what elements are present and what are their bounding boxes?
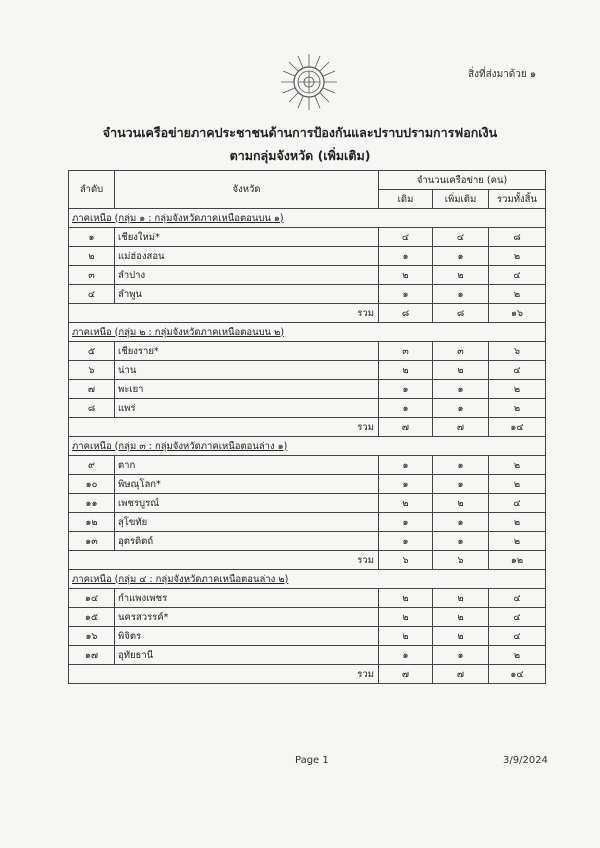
sum-label: รวม xyxy=(69,304,379,323)
added-count: ๑ xyxy=(433,285,489,304)
original-count: ๑ xyxy=(379,646,433,665)
original-count: ๒ xyxy=(379,627,433,646)
print-date: 3/9/2024 xyxy=(503,755,548,766)
added-count: ๒ xyxy=(433,627,489,646)
province-name: นครสวรรค์* xyxy=(115,608,379,627)
table-row xyxy=(69,266,546,285)
table-row xyxy=(69,513,546,532)
region-heading: ภาคเหนือ (กลุ่ม ๑ : กลุ่มจังหวัดภาคเหนือตอนบน ๑) xyxy=(69,209,546,228)
added-count: ๑ xyxy=(433,475,489,494)
sum-row xyxy=(69,551,546,570)
province-name: พะเยา xyxy=(115,380,379,399)
total-count: ๔ xyxy=(489,361,546,380)
table-row xyxy=(69,361,546,380)
province-name: ลำพูน xyxy=(115,285,379,304)
row-number: ๑๕ xyxy=(69,608,115,627)
header-network-count: จำนวนเครือข่าย (คน) xyxy=(379,171,546,190)
total-count: ๒ xyxy=(489,285,546,304)
table-row xyxy=(69,399,546,418)
region-heading: ภาคเหนือ (กลุ่ม ๓ : กลุ่มจังหวัดภาคเหนือตอนล่าง ๑) xyxy=(69,437,546,456)
total-count: ๘ xyxy=(489,228,546,247)
row-number: ๕ xyxy=(69,342,115,361)
total-count: ๒ xyxy=(489,532,546,551)
original-count: ๑ xyxy=(379,380,433,399)
added-count: ๒ xyxy=(433,589,489,608)
total-count: ๔ xyxy=(489,608,546,627)
total-count: ๔ xyxy=(489,494,546,513)
added-count: ๑ xyxy=(433,399,489,418)
total-count: ๔ xyxy=(489,589,546,608)
table-row xyxy=(69,456,546,475)
page-title: จำนวนเครือข่ายภาคประชาชนด้านการป้องกันและปราบปรามการฟอกเงิน xyxy=(102,125,498,140)
province-name: น่าน xyxy=(115,361,379,380)
header-no: ลำดับ xyxy=(69,171,115,209)
sum-added: ๘ xyxy=(433,304,489,323)
original-count: ๑ xyxy=(379,456,433,475)
network-table xyxy=(68,170,546,684)
province-name: ตาก xyxy=(115,456,379,475)
total-count: ๒ xyxy=(489,513,546,532)
row-number: ๑ xyxy=(69,228,115,247)
total-count: ๒ xyxy=(489,247,546,266)
table-row xyxy=(69,475,546,494)
original-count: ๓ xyxy=(379,342,433,361)
table-row xyxy=(69,228,546,247)
province-name: ลำปาง xyxy=(115,266,379,285)
province-name: เชียงราย* xyxy=(115,342,379,361)
table-row xyxy=(69,285,546,304)
row-number: ๑๐ xyxy=(69,475,115,494)
total-count: ๖ xyxy=(489,342,546,361)
added-count: ๑ xyxy=(433,247,489,266)
added-count: ๑ xyxy=(433,532,489,551)
total-count: ๔ xyxy=(489,266,546,285)
sum-label: รวม xyxy=(69,551,379,570)
region-heading: ภาคเหนือ (กลุ่ม ๒ : กลุ่มจังหวัดภาคเหนือตอนบน ๒) xyxy=(69,323,546,342)
original-count: ๑ xyxy=(379,399,433,418)
sum-original: ๖ xyxy=(379,551,433,570)
original-count: ๑ xyxy=(379,532,433,551)
table-row xyxy=(69,247,546,266)
original-count: ๔ xyxy=(379,228,433,247)
province-name: เพชรบูรณ์ xyxy=(115,494,379,513)
table-row xyxy=(69,627,546,646)
header-added: เพิ่มเติม xyxy=(433,190,489,209)
province-name: แพร่ xyxy=(115,399,379,418)
sum-total: ๑๒ xyxy=(489,551,546,570)
row-number: ๔ xyxy=(69,285,115,304)
sum-total: ๑๖ xyxy=(489,304,546,323)
header-total: รวมทั้งสิ้น xyxy=(489,190,546,209)
emblem-seal-icon xyxy=(279,52,339,112)
sum-total: ๑๔ xyxy=(489,418,546,437)
sum-label: รวม xyxy=(69,418,379,437)
row-number: ๖ xyxy=(69,361,115,380)
row-number: ๑๒ xyxy=(69,513,115,532)
table-row xyxy=(69,646,546,665)
row-number: ๑๑ xyxy=(69,494,115,513)
table-row xyxy=(69,380,546,399)
original-count: ๒ xyxy=(379,589,433,608)
sum-added: ๗ xyxy=(433,418,489,437)
row-number: ๓ xyxy=(69,266,115,285)
total-count: ๒ xyxy=(489,380,546,399)
sum-total: ๑๔ xyxy=(489,665,546,684)
added-count: ๒ xyxy=(433,361,489,380)
added-count: ๑ xyxy=(433,646,489,665)
total-count: ๒ xyxy=(489,456,546,475)
original-count: ๑ xyxy=(379,247,433,266)
page-number: Page 1 xyxy=(295,755,329,766)
original-count: ๒ xyxy=(379,608,433,627)
table-row xyxy=(69,342,546,361)
row-number: ๒ xyxy=(69,247,115,266)
sum-original: ๘ xyxy=(379,304,433,323)
region-row xyxy=(69,209,546,228)
attachment-label: สิ่งที่ส่งมาด้วย ๑ xyxy=(468,69,537,80)
sum-added: ๗ xyxy=(433,665,489,684)
added-count: ๒ xyxy=(433,608,489,627)
sum-original: ๗ xyxy=(379,418,433,437)
table-row xyxy=(69,532,546,551)
header-province: จังหวัด xyxy=(115,171,379,209)
region-heading: ภาคเหนือ (กลุ่ม ๔ : กลุ่มจังหวัดภาคเหนือตอนล่าง ๒) xyxy=(69,570,546,589)
region-row xyxy=(69,437,546,456)
total-count: ๒ xyxy=(489,399,546,418)
added-count: ๒ xyxy=(433,494,489,513)
added-count: ๔ xyxy=(433,228,489,247)
row-number: ๑๔ xyxy=(69,589,115,608)
total-count: ๔ xyxy=(489,627,546,646)
original-count: ๑ xyxy=(379,513,433,532)
original-count: ๑ xyxy=(379,285,433,304)
row-number: ๘ xyxy=(69,399,115,418)
sum-row xyxy=(69,304,546,323)
sum-label: รวม xyxy=(69,665,379,684)
original-count: ๒ xyxy=(379,361,433,380)
total-count: ๒ xyxy=(489,646,546,665)
added-count: ๓ xyxy=(433,342,489,361)
province-name: อุตรดิตถ์ xyxy=(115,532,379,551)
added-count: ๑ xyxy=(433,456,489,475)
row-number: ๑๗ xyxy=(69,646,115,665)
sum-added: ๖ xyxy=(433,551,489,570)
province-name: พิษณุโลก* xyxy=(115,475,379,494)
table-row xyxy=(69,589,546,608)
sum-original: ๗ xyxy=(379,665,433,684)
added-count: ๑ xyxy=(433,513,489,532)
added-count: ๑ xyxy=(433,380,489,399)
province-name: แม่ฮ่องสอน xyxy=(115,247,379,266)
table-row xyxy=(69,494,546,513)
row-number: ๑๓ xyxy=(69,532,115,551)
sum-row xyxy=(69,665,546,684)
region-row xyxy=(69,323,546,342)
row-number: ๙ xyxy=(69,456,115,475)
region-row xyxy=(69,570,546,589)
province-name: สุโขทัย xyxy=(115,513,379,532)
original-count: ๑ xyxy=(379,475,433,494)
row-number: ๑๖ xyxy=(69,627,115,646)
table-row xyxy=(69,608,546,627)
page-subtitle: ตามกลุ่มจังหวัด (เพิ่มเติม) xyxy=(229,148,371,163)
original-count: ๒ xyxy=(379,266,433,285)
added-count: ๒ xyxy=(433,266,489,285)
total-count: ๒ xyxy=(489,475,546,494)
row-number: ๗ xyxy=(69,380,115,399)
header-original: เดิม xyxy=(379,190,433,209)
province-name: กำแพงเพชร xyxy=(115,589,379,608)
province-name: อุทัยธานี xyxy=(115,646,379,665)
sum-row xyxy=(69,418,546,437)
province-name: พิจิตร xyxy=(115,627,379,646)
original-count: ๒ xyxy=(379,494,433,513)
province-name: เชียงใหม่* xyxy=(115,228,379,247)
